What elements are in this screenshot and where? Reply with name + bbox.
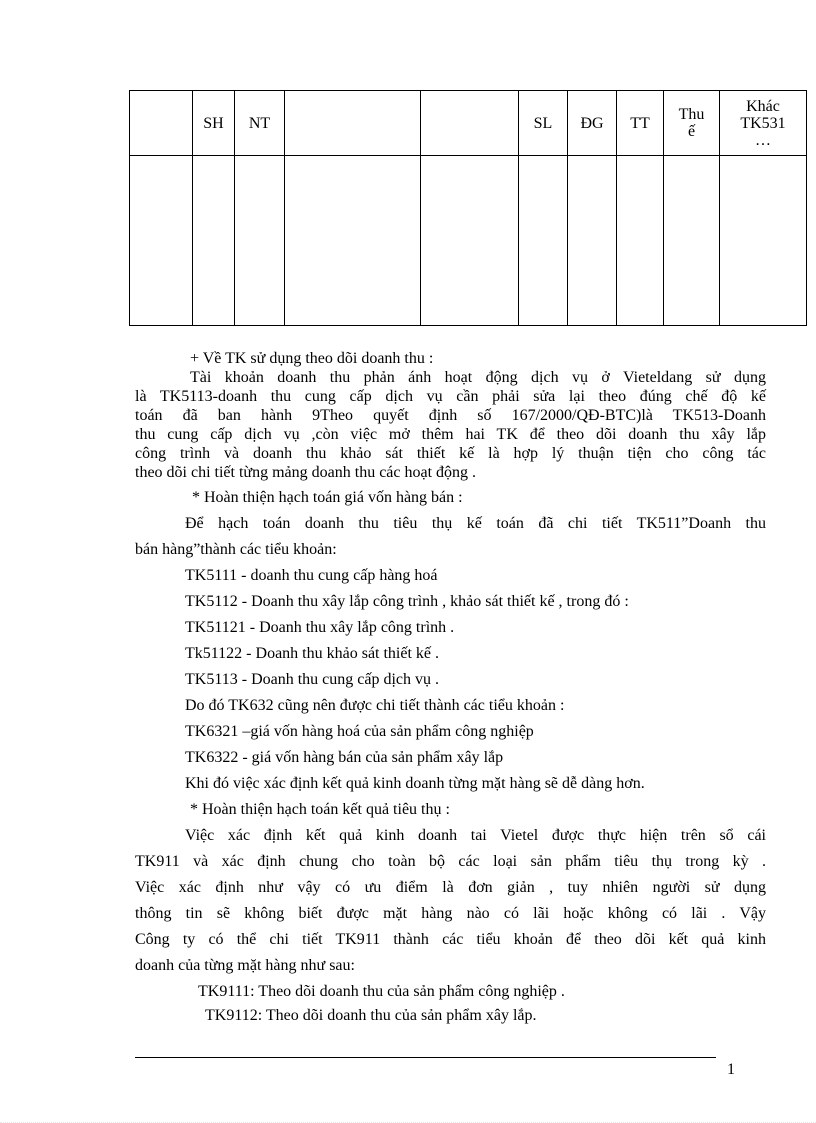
thue-line-2: ế	[687, 123, 696, 140]
header-cell-blank-3	[421, 91, 519, 156]
result-line-6: doanh của từng mặt hàng như sau:	[135, 957, 355, 974]
result-item-2: TK9112: Theo dõi doanh thu của sản phẩm xây lắp.	[205, 1007, 537, 1024]
cost-item-5: TK5113 - Doanh thu cung cấp dịch vụ .	[185, 671, 440, 688]
page-number: 1	[727, 1061, 735, 1078]
body-cell	[617, 156, 664, 326]
khac-line-2: TK531	[740, 114, 786, 132]
body-cell	[285, 156, 421, 326]
cost-item-8: TK6322 - giá vốn hàng bán của sản phẩm xây lắp	[185, 749, 504, 766]
body-cell	[519, 156, 568, 326]
cost-item-3: TK51121 - Doanh thu xây lắp công trình .	[185, 619, 455, 636]
thue-line-1: Thu	[678, 106, 705, 123]
result-line-2: TK911 và xác định chung cho toàn bộ các loại sản phẩm tiêu thụ trong kỳ .	[135, 853, 766, 870]
header-cell-blank-2	[285, 91, 421, 156]
header-cell-thue	[664, 91, 720, 156]
revenue-line-5: công trình và doanh thu khảo sát thiết kế là hợp lý thuận tiện cho công tác	[135, 445, 766, 462]
revenue-line-1: Tài khoản doanh thu phản ánh hoạt động dịch vụ ở Vieteldang sử dụng	[190, 369, 766, 386]
result-line-1: Việc xác định kết quả kinh doanh tai Vietel được thực hiện trên sổ cái	[185, 827, 766, 844]
khac-line-3: …	[755, 131, 771, 149]
header-cell-tt: TT	[617, 91, 664, 156]
cost-heading: * Hoàn thiện hạch toán giá vốn hàng bán :	[192, 489, 463, 506]
header-cell-khac	[720, 91, 807, 156]
result-line-4: thông tin sẽ không biết được mặt hàng nào có lãi hoặc không có lãi . Vậy	[135, 905, 766, 922]
body-cell	[130, 156, 193, 326]
cost-item-2: TK5112 - Doanh thu xây lắp công trình , khảo sát thiết kế , trong đó :	[185, 593, 629, 610]
footer-rule	[135, 1057, 716, 1058]
cost-item-6: Do đó TK632 cũng nên được chi tiết thành các tiểu khoản :	[185, 697, 565, 714]
result-line-3: Việc xác định như vậy có ưu điểm là đơn giản , tuy nhiên người sử dụng	[135, 879, 766, 896]
cost-item-9: Khi đó việc xác định kết quả kinh doanh từng mặt hàng sẽ dễ dàng hơn.	[185, 775, 645, 792]
body-cell	[568, 156, 617, 326]
cost-item-4: Tk51122 - Doanh thu khảo sát thiết kế .	[185, 645, 440, 662]
body-cell	[193, 156, 235, 326]
table-body-row	[130, 156, 807, 326]
body-cell	[664, 156, 720, 326]
cost-item-1: TK5111 - doanh thu cung cấp hàng hoá	[185, 567, 438, 584]
revenue-heading: + Về TK sử dụng theo dõi doanh thu :	[190, 350, 434, 367]
cost-item-7: TK6321 –giá vốn hàng hoá của sản phẩm công nghiệp	[185, 723, 534, 740]
revenue-line-3: toán đã ban hành 9Theo quyết định số 167/2000/QĐ-BTC)là TK513-Doanh	[135, 407, 766, 424]
result-item-1: TK9111: Theo dõi doanh thu của sản phẩm công nghiệp .	[198, 983, 565, 1000]
cost-intro-line-1: Để hạch toán doanh thu tiêu thụ kế toán đã chi tiết TK511”Doanh thu	[185, 515, 766, 532]
header-cell-nt: NT	[235, 91, 285, 156]
result-heading: * Hoàn thiện hạch toán kết quả tiêu thụ :	[190, 801, 450, 818]
body-cell	[421, 156, 519, 326]
revenue-line-4: thu cung cấp dịch vụ ,còn việc mở thêm hai TK để theo dõi doanh thu xây lắp	[135, 426, 766, 443]
result-line-5: Công ty có thể chi tiết TK911 thành các tiểu khoản để theo dõi kết quả kinh	[135, 931, 766, 948]
body-cell	[720, 156, 807, 326]
khac-line-1: Khác	[746, 97, 780, 115]
revenue-line-2: là TK5113-doanh thu cung cấp dịch vụ cần phải sửa lại theo đúng chế độ kế	[135, 388, 766, 405]
cost-intro-line-2: bán hàng”thành các tiểu khoản:	[135, 541, 337, 558]
header-cell-sl: SL	[519, 91, 568, 156]
ledger-table	[129, 90, 807, 326]
header-cell-sh: SH	[193, 91, 235, 156]
revenue-line-6: theo dõi chi tiết từng mảng doanh thu các hoạt động .	[135, 464, 477, 481]
header-cell-dg: ĐG	[568, 91, 617, 156]
table-header-row	[130, 91, 807, 156]
header-cell-blank-1	[130, 91, 193, 156]
body-cell	[235, 156, 285, 326]
